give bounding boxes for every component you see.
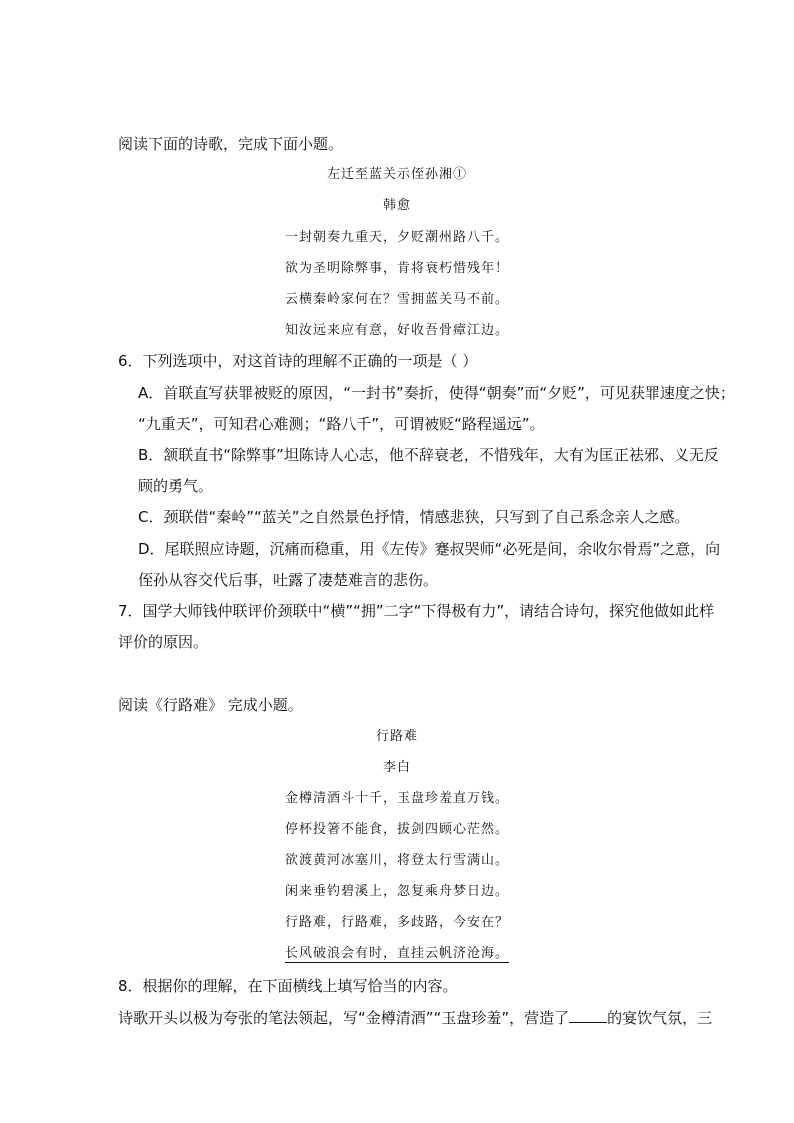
poem2-line-3: 欲渡黄河冰塞川，将登太行雪满山。	[284, 853, 509, 868]
question-8-stem: 8．根据你的理解，在下面横线上填写恰当的内容。	[118, 977, 458, 995]
poem2-line-1: 金樽清酒斗十千，玉盘珍羞直万钱。	[284, 791, 509, 806]
poem1-line-1: 一封朝奏九重天，夕贬潮州路八千。	[284, 230, 509, 245]
poem1-line-3: 云横秦岭家何在？雪拥蓝关马不前。	[284, 292, 509, 307]
q6-option-d-line1: D．尾联照应诗题，沉痛而稳重，用《左传》蹇叔哭师“必死是间，余收尔骨焉”之意，向	[138, 540, 721, 558]
q6-option-b-line2: 顾的勇气。	[138, 477, 214, 495]
poem2-line-4: 闲来垂钓碧溪上，忽复乘舟梦日边。	[284, 884, 509, 899]
q6-option-c-line1: C．颈联借“秦岭”“蓝关”之自然景色抒情，情感悲狭，只写到了自己系念亲人之感。	[138, 508, 690, 526]
poem1-line-4: 知汝远来应有意，好收吾骨瘴江边。	[284, 323, 509, 338]
q6-option-a-line2: “九重天”，可知君心难测；“路八千”，可谓被贬“路程遥远”。	[138, 415, 545, 433]
poem2-line-2: 停杯投箸不能食，拔剑四顾心茫然。	[284, 822, 509, 837]
poem1-author: 韩愈	[382, 198, 411, 213]
section2-intro: 阅读《行路难》 完成小题。	[118, 696, 303, 714]
section1-intro: 阅读下面的诗歌，完成下面小题。	[118, 135, 344, 153]
poem2-line-5: 行路难，行路难，多歧路，今安在？	[284, 915, 509, 930]
q8-answer-blank[interactable]	[569, 1008, 607, 1023]
poem1-line-2: 欲为圣明除弊事，肯将衰朽惜残年！	[284, 261, 509, 276]
poem2-author: 李白	[382, 760, 411, 775]
q6-option-a-line1: A．首联直写获罪被贬的原因，“一封书”奏折，使得“朝奏”而“夕贬”，可见获罪速度之快；	[138, 384, 735, 402]
poem2-line-6-wrap	[0, 944, 794, 964]
poem2-title: 行路难	[375, 729, 418, 744]
question-8-text	[118, 1008, 712, 1028]
poem1-title: 左迁至蓝关示侄孙湘①	[326, 167, 467, 182]
question-7-line1: 7．国学大师钱仲联评价颈联中“横”“拥”二字“下得极有力”，请结合诗句，探究他做如此样	[118, 602, 715, 620]
poem2-line-6: 长风破浪会有时，直挂云帆济沧海。	[284, 946, 509, 961]
q6-option-d-line2: 侄孙从容交代后事，吐露了凄楚难言的悲伤。	[138, 571, 439, 589]
question-6-stem: 6．下列选项中，对这首诗的理解不正确的一项是（ ）	[118, 352, 478, 370]
q8-text-before: 诗歌开头以极为夸张的笔法领起，写“金樽清酒”“玉盘珍羞”，营造了	[118, 1009, 570, 1027]
q8-text-after: 的宴饮气氛，三	[607, 1009, 713, 1027]
q6-option-b-line1: B．颔联直书“除弊事”坦陈诗人心志，他不辞衰老，不惜残年，大有为匡正祛邪、义无反	[138, 446, 719, 464]
question-7-line2: 评价的原因。	[118, 633, 209, 651]
